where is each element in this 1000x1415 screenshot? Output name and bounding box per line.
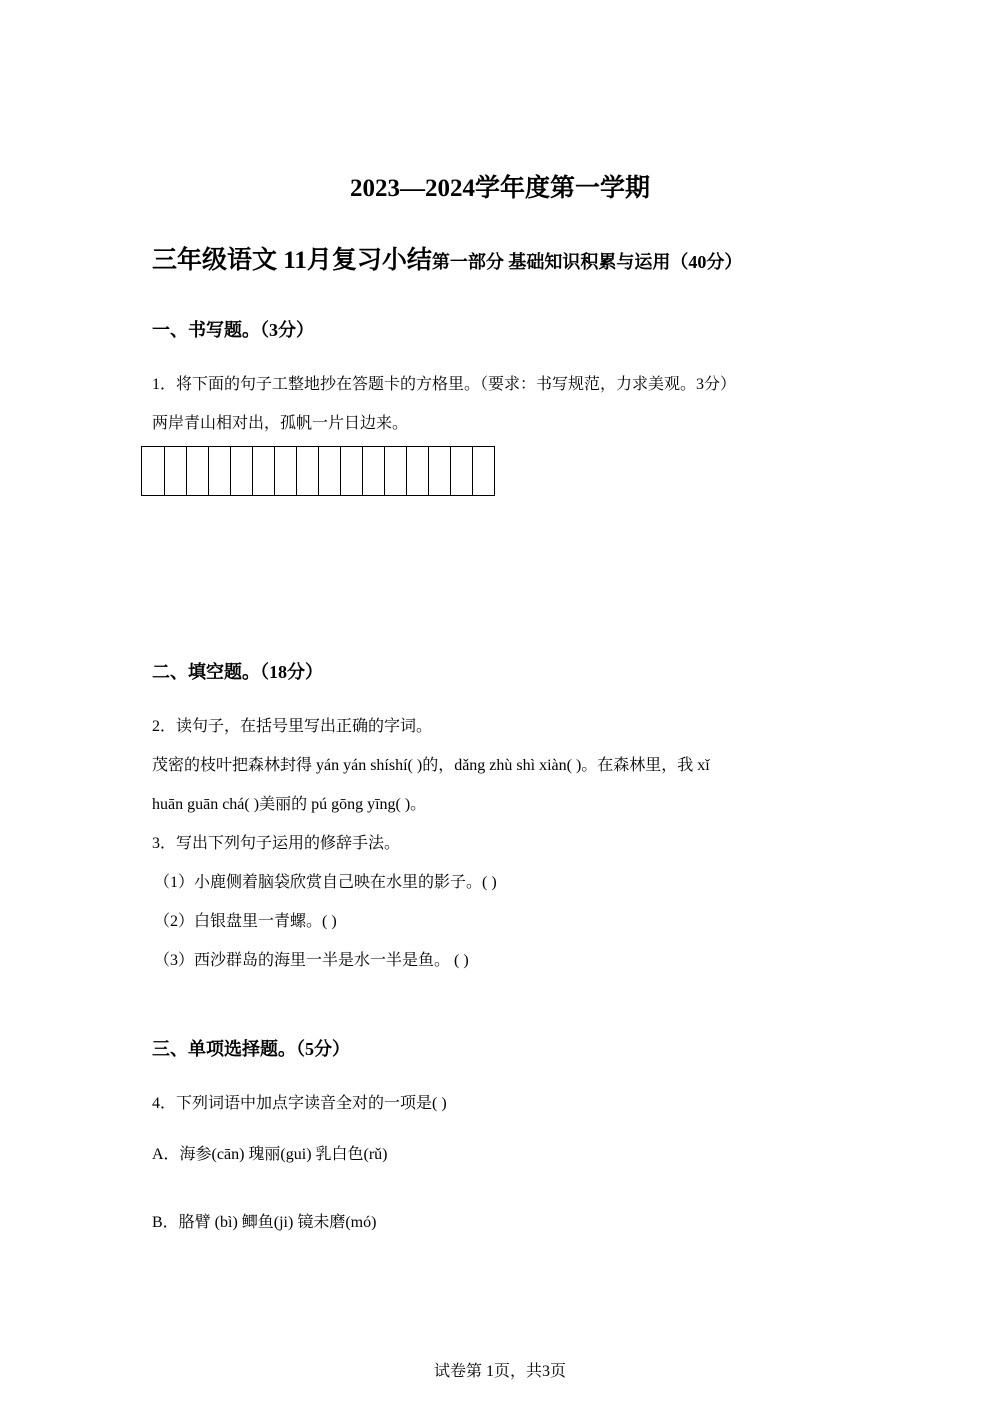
grid-cell — [340, 447, 362, 495]
grid-cell — [296, 447, 318, 495]
grid-cell — [208, 447, 230, 495]
grid-cell — [186, 447, 208, 495]
question-4: 4．下列词语中加点字读音全对的一项是( ) — [152, 1095, 447, 1112]
grid-cell — [230, 447, 252, 495]
page-footer: 试卷第 1页，共3页 — [433, 1363, 566, 1380]
exam-subtitle — [152, 240, 742, 276]
grid-cell — [252, 447, 274, 495]
question-4-option-b: B．胳臂 (bì) 鲫鱼(ji) 镜未磨(mó) — [152, 1214, 377, 1231]
question-3: 3．写出下列句子运用的修辞手法。 — [152, 835, 401, 852]
grid-cell — [164, 447, 186, 495]
grid-cell — [274, 447, 296, 495]
grid-cell — [450, 447, 472, 495]
grid-cell — [318, 447, 340, 495]
question-1-sentence: 两岸青山相对出，孤帆一片日边来。 — [152, 415, 409, 432]
section-1-heading: 一、书写题。（3分） — [152, 320, 314, 340]
grid-cell — [406, 447, 428, 495]
writing-grid — [141, 446, 495, 496]
grid-cell — [142, 447, 164, 495]
grid-cell — [428, 447, 450, 495]
question-2-line-1: 茂密的枝叶把森林封得 yán yán shíshí( )的，dǎng zhù shì xiàn( )。在森林里，我 xǐ — [152, 757, 710, 774]
subtitle-main: 三年级语文 11月复习小结 — [152, 247, 432, 274]
question-1: 1．将下面的句子工整地抄在答题卡的方格里。（要求：书写规范，力求美观。3分） — [152, 376, 737, 393]
question-3-item-1: （1）小鹿侧着脑袋欣赏自己映在水里的影子。( ) — [154, 874, 497, 891]
question-3-item-2: （2）白银盘里一青螺。( ) — [154, 913, 337, 930]
section-2-heading: 二、填空题。（18分） — [152, 662, 323, 682]
grid-cell — [362, 447, 384, 495]
question-4-option-a: A．海参(cān) 瑰丽(gui) 乳白色(rǔ) — [152, 1146, 388, 1163]
subtitle-part: 第一部分 基础知识积累与运用（40分） — [431, 252, 743, 272]
section-3-heading: 三、单项选择题。（5分） — [152, 1039, 350, 1059]
grid-cell — [384, 447, 406, 495]
question-2-line-2: huān guān chá( )美丽的 pú gōng yīng( )。 — [152, 796, 427, 813]
exam-title: 2023—2024学年度第一学期 — [349, 175, 650, 202]
question-3-item-3: （3）西沙群岛的海里一半是水一半是鱼。 ( ) — [154, 952, 469, 969]
question-2: 2．读句子，在括号里写出正确的字词。 — [152, 718, 433, 735]
grid-cell — [472, 447, 494, 495]
